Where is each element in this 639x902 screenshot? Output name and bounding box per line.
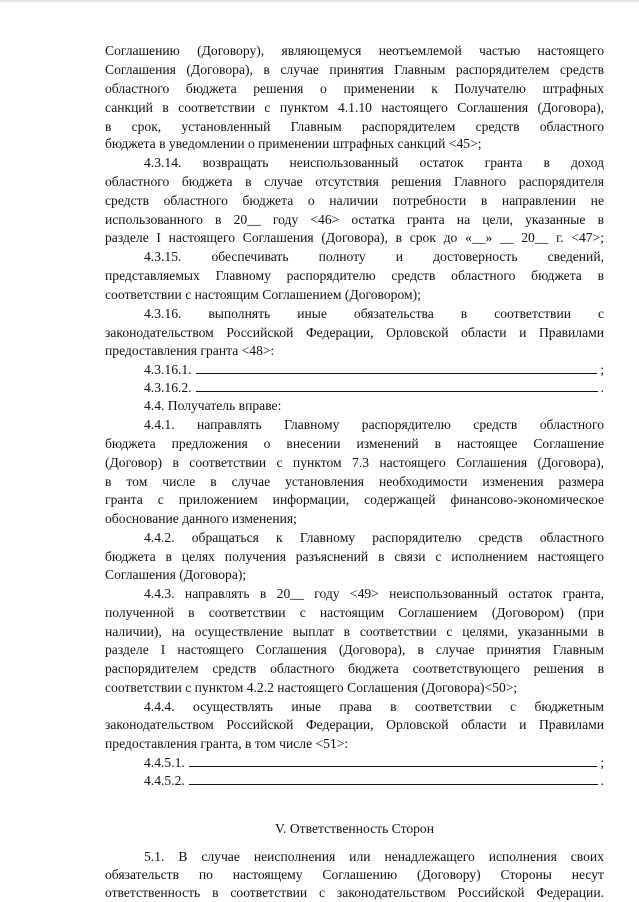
text-line: разделе I настоящего Соглашения (Договора), в случае принятия Главным bbox=[105, 642, 604, 657]
text-line: в срок, установленный Главным распорядителем средств областного bbox=[105, 119, 604, 134]
fill-line-label: 4.4.5.1. bbox=[144, 755, 185, 770]
blank-field bbox=[196, 379, 598, 392]
text-line: бюджета предложения о внесении изменений в настоящее Соглашение bbox=[105, 436, 604, 451]
text-line: гранта с приложением информации, содержащей финансово-экономическое bbox=[105, 492, 604, 507]
text-line: областного бюджета в случае отсутствия решения Главного распорядителя bbox=[105, 174, 604, 189]
fill-line-end: . bbox=[600, 773, 604, 788]
text-line: 4.4.1. направлять Главному распорядителю средств областного bbox=[144, 417, 604, 432]
text-line: 5.1. В случае неисполнения или ненадлежащего исполнения своих bbox=[144, 849, 604, 864]
text-line: использованного в 20__ году <46> остатка гранта на цели, указанные в bbox=[105, 212, 604, 227]
section-heading: V. Ответственность Сторон bbox=[274, 821, 434, 836]
text-line: соответствии с настоящим Соглашением (Договором); bbox=[105, 287, 421, 302]
fill-line bbox=[144, 379, 604, 397]
text-line: предоставления гранта <48>: bbox=[105, 343, 275, 358]
fill-line bbox=[144, 754, 604, 772]
blank-field bbox=[189, 754, 597, 767]
fill-line-end: ; bbox=[600, 362, 604, 377]
text-line: распорядителем средств областного бюджета соответствующего решения в bbox=[105, 661, 604, 676]
fill-line-label: 4.3.16.1. bbox=[144, 362, 192, 377]
blank-field bbox=[189, 772, 598, 785]
text-line: областного бюджета решения о применении к Получателю штрафных bbox=[105, 81, 604, 96]
text-line: разделе I настоящего Соглашения (Договора), в срок до «__» __ 20__ г. <47>; bbox=[105, 230, 604, 245]
scan-edge bbox=[0, 0, 639, 2]
blank-field bbox=[196, 361, 598, 374]
fill-line-end: . bbox=[600, 380, 604, 395]
fill-line-end: ; bbox=[600, 755, 604, 770]
text-line: 4.4.2. обращаться к Главному распорядителю средств областного bbox=[144, 530, 604, 545]
fill-line bbox=[144, 361, 604, 379]
fill-line-label: 4.4.5.2. bbox=[144, 773, 185, 788]
text-line: наличии), на осуществление выплат в соответствии с целями, указанными в bbox=[105, 624, 604, 639]
text-line: Соглашения (Договора), в случае принятия Главным распорядителем средств bbox=[105, 62, 604, 77]
text-line: предоставления гранта, в том числе <51>: bbox=[105, 736, 349, 751]
text-line: средств областного бюджета о наличии потребности в направлении не bbox=[105, 193, 604, 208]
text-line: представляемых Главному распорядителю средств областного бюджета в bbox=[105, 268, 604, 283]
text-line: 4.3.14. возвращать неиспользованный остаток гранта в доход bbox=[144, 155, 604, 170]
text-line: соответствии с пунктом 4.2.2 настоящего Соглашения (Договора)<50>; bbox=[105, 680, 518, 695]
text-line: Соглашению (Договору), являющемуся неотъемлемой частью настоящего bbox=[105, 43, 604, 58]
text-line: бюджета в целях получения разъяснений в связи с исполнением настоящего bbox=[105, 549, 604, 564]
text-line: 4.4.4. осуществлять иные права в соответствии с бюджетным bbox=[144, 699, 604, 714]
text-line: ответственность в соответствии с законодательством Российской Федерации. bbox=[105, 885, 604, 900]
text-line: в том числе в случае установления необходимости изменения размера bbox=[105, 474, 604, 489]
text-line: обоснование данного изменения; bbox=[105, 511, 297, 526]
text-line: 4.4. Получатель вправе: bbox=[144, 398, 282, 413]
text-line: (Договор) в соответствии с пунктом 7.3 настоящего Соглашения (Договора), bbox=[105, 455, 604, 470]
fill-line-label: 4.3.16.2. bbox=[144, 380, 192, 395]
text-line: 4.3.16. выполнять иные обязательства в соответствии с bbox=[144, 306, 604, 321]
fill-line bbox=[144, 772, 604, 790]
text-line: 4.3.15. обеспечивать полноту и достоверность сведений, bbox=[144, 249, 604, 264]
text-line: бюджета в уведомлении о применении штрафных санкций <45>; bbox=[105, 136, 482, 151]
text-line: Соглашения (Договора); bbox=[105, 567, 247, 582]
text-line: законодательством Российской Федерации, Орловской области и Правилами bbox=[105, 717, 604, 732]
text-line: законодательством Российской Федерации, Орловской области и Правилами bbox=[105, 325, 604, 340]
text-line: санкций в соответствии с пунктом 4.1.10 настоящего Соглашения (Договора), bbox=[105, 100, 604, 115]
text-line: 4.4.3. направлять в 20__ году <49> неиспользованный остаток гранта, bbox=[144, 586, 604, 601]
text-line: обязательств по настоящему Соглашению (Договору) Стороны несут bbox=[105, 867, 604, 882]
text-line: полученной в соответствии с настоящим Соглашением (Договором) (при bbox=[105, 605, 604, 620]
